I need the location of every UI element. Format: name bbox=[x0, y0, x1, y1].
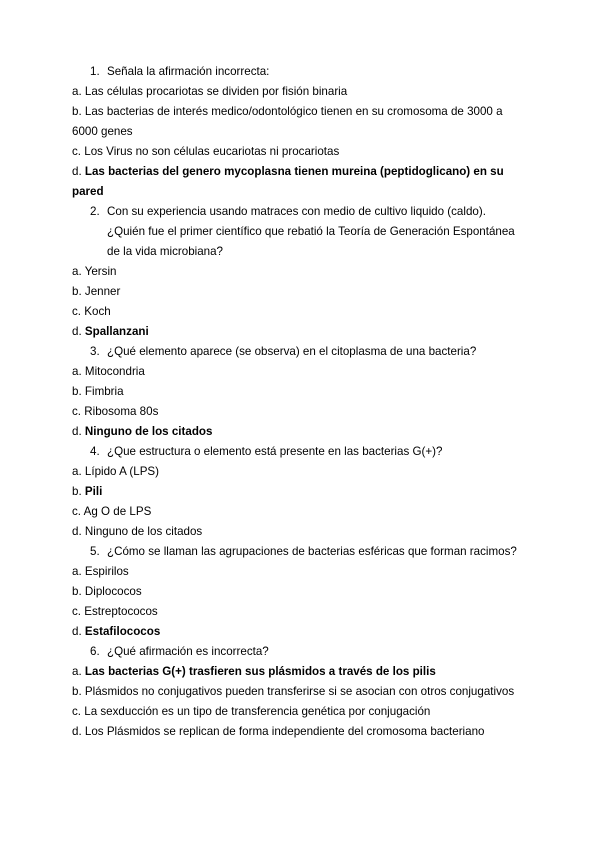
option-c: c. Ribosoma 80s bbox=[72, 405, 159, 418]
question-text: 4. ¿Que estructura o elemento está presente en las bacterias G(+)? bbox=[0, 442, 527, 462]
option-a: a. Yersin bbox=[72, 265, 117, 278]
question-1 bbox=[0, 62, 600, 202]
question-text: 1. Señala la afirmación incorrecta: bbox=[0, 62, 527, 82]
question-number: 1. bbox=[90, 65, 100, 78]
question-3 bbox=[0, 342, 600, 442]
question-5 bbox=[0, 542, 600, 642]
option-b: b. Diplococos bbox=[72, 585, 142, 598]
option-b-correct-answer: b. Pili bbox=[72, 485, 103, 498]
option-a: a. Las células procariotas se dividen por fisión binaria bbox=[72, 85, 348, 98]
option-b: b. Plásmidos no conjugativos pueden transferirse si se asocian con otros conjugativos bbox=[72, 685, 515, 698]
question-text: 3. ¿Qué elemento aparece (se observa) en el citoplasma de una bacteria? bbox=[0, 342, 527, 362]
option-d: d. Ninguno de los citados bbox=[72, 525, 203, 538]
question-text: 2. Con su experiencia usando matraces con medio de cultivo liquido (caldo). ¿Quién fue el primer científico que rebatió la Teoría de Generación Espontánea de la vida microbiana? bbox=[0, 202, 527, 262]
question-6 bbox=[0, 642, 600, 742]
question-number: 5. bbox=[90, 545, 100, 558]
option-c: c. Koch bbox=[72, 305, 111, 318]
question-number: 3. bbox=[90, 345, 100, 358]
option-d-correct-answer: d. Spallanzani bbox=[72, 325, 149, 338]
question-text: 5. ¿Cómo se llaman las agrupaciones de bacterias esféricas que forman racimos? bbox=[0, 542, 527, 562]
option-b: b. Las bacterias de interés medico/odontológico tienen en su cromosoma de 3000 a 6000 genes bbox=[72, 105, 503, 138]
question-4 bbox=[0, 442, 600, 542]
option-c: c. Ag O de LPS bbox=[72, 505, 152, 518]
question-number: 6. bbox=[90, 645, 100, 658]
option-c: c. Los Virus no son células eucariotas ni procariotas bbox=[72, 145, 340, 158]
option-d-correct-answer: d. Las bacterias del genero mycoplasna tienen mureina (peptidoglicano) en su pared bbox=[72, 165, 504, 198]
option-c: c. Estreptococos bbox=[72, 605, 158, 618]
option-d-correct-answer: d. Estafilococos bbox=[72, 625, 161, 638]
option-d: d. Los Plásmidos se replican de forma independiente del cromosoma bacteriano bbox=[72, 725, 485, 738]
option-b: b. Fimbria bbox=[72, 385, 124, 398]
option-a: a. Espirilos bbox=[72, 565, 129, 578]
option-b: b. Jenner bbox=[72, 285, 121, 298]
option-a: a. Lípido A (LPS) bbox=[72, 465, 160, 478]
question-number: 2. bbox=[90, 205, 100, 218]
option-c: c. La sexducción es un tipo de transferencia genética por conjugación bbox=[72, 705, 431, 718]
option-a: a. Mitocondria bbox=[72, 365, 145, 378]
question-2 bbox=[0, 202, 600, 342]
option-a-correct-answer: a. Las bacterias G(+) trasfieren sus plásmidos a través de los pilis bbox=[72, 665, 436, 678]
document-page bbox=[0, 62, 600, 742]
question-number: 4. bbox=[90, 445, 100, 458]
question-text: 6. ¿Qué afirmación es incorrecta? bbox=[0, 642, 527, 662]
option-d-correct-answer: d. Ninguno de los citados bbox=[72, 425, 213, 438]
